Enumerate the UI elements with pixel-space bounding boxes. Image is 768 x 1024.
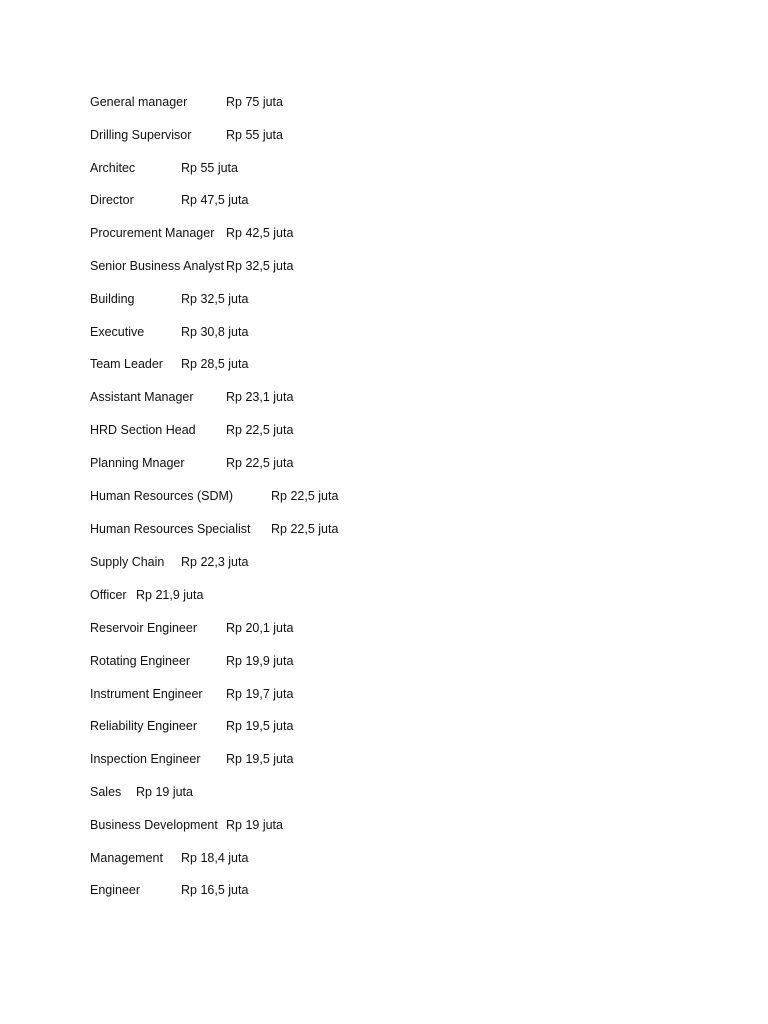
salary-value: Rp 32,5 juta — [226, 259, 294, 273]
job-title: Reliability Engineer — [90, 719, 198, 733]
salary-value: Rp 22,5 juta — [271, 489, 339, 503]
job-title: Officer — [90, 588, 127, 602]
salary-value: Rp 22,3 juta — [181, 555, 249, 569]
job-title: Team Leader — [90, 357, 163, 371]
salary-value: Rp 28,5 juta — [181, 357, 249, 371]
salary-value: Rp 19 juta — [136, 785, 193, 799]
job-title: Executive — [90, 325, 145, 339]
salary-value: Rp 47,5 juta — [181, 193, 249, 207]
salary-value: Rp 16,5 juta — [181, 883, 249, 897]
job-title: Rotating Engineer — [90, 654, 191, 668]
job-title: Human Resources Specialist — [90, 522, 251, 536]
job-title: Director — [90, 193, 134, 207]
salary-value: Rp 30,8 juta — [181, 325, 249, 339]
job-title: Sales — [90, 785, 122, 799]
salary-value: Rp 23,1 juta — [226, 390, 294, 404]
job-title: Senior Business Analyst — [90, 259, 225, 273]
salary-value: Rp 20,1 juta — [226, 621, 294, 635]
job-title: Planning Mnager — [90, 456, 185, 470]
salary-value: Rp 32,5 juta — [181, 292, 249, 306]
salary-value: Rp 55 juta — [181, 161, 238, 175]
job-title: Human Resources (SDM) — [90, 489, 234, 503]
salary-value: Rp 22,5 juta — [226, 456, 294, 470]
salary-value: Rp 55 juta — [226, 128, 283, 142]
salary-value: Rp 42,5 juta — [226, 226, 294, 240]
job-title: Building — [90, 292, 135, 306]
salary-value: Rp 75 juta — [226, 95, 283, 109]
salary-value: Rp 19 juta — [226, 818, 283, 832]
job-title: Drilling Supervisor — [90, 128, 192, 142]
job-title: Business Development — [90, 818, 218, 832]
job-title: Instrument Engineer — [90, 687, 203, 701]
salary-value: Rp 21,9 juta — [136, 588, 204, 602]
job-title: Architec — [90, 161, 136, 175]
job-title: Reservoir Engineer — [90, 621, 197, 635]
job-title: Assistant Manager — [90, 390, 194, 404]
job-title: Management — [90, 851, 163, 865]
job-title: Procurement Manager — [90, 226, 215, 240]
job-title: Engineer — [90, 883, 141, 897]
job-title: HRD Section Head — [90, 423, 196, 437]
salary-value: Rp 18,4 juta — [181, 851, 249, 865]
salary-value: Rp 22,5 juta — [226, 423, 294, 437]
salary-value: Rp 22,5 juta — [271, 522, 339, 536]
job-title: General manager — [90, 95, 188, 109]
salary-value: Rp 19,5 juta — [226, 752, 294, 766]
salary-value: Rp 19,5 juta — [226, 719, 294, 733]
job-title: Inspection Engineer — [90, 752, 201, 766]
job-title: Supply Chain — [90, 555, 165, 569]
salary-value: Rp 19,7 juta — [226, 687, 294, 701]
salary-value: Rp 19,9 juta — [226, 654, 294, 668]
